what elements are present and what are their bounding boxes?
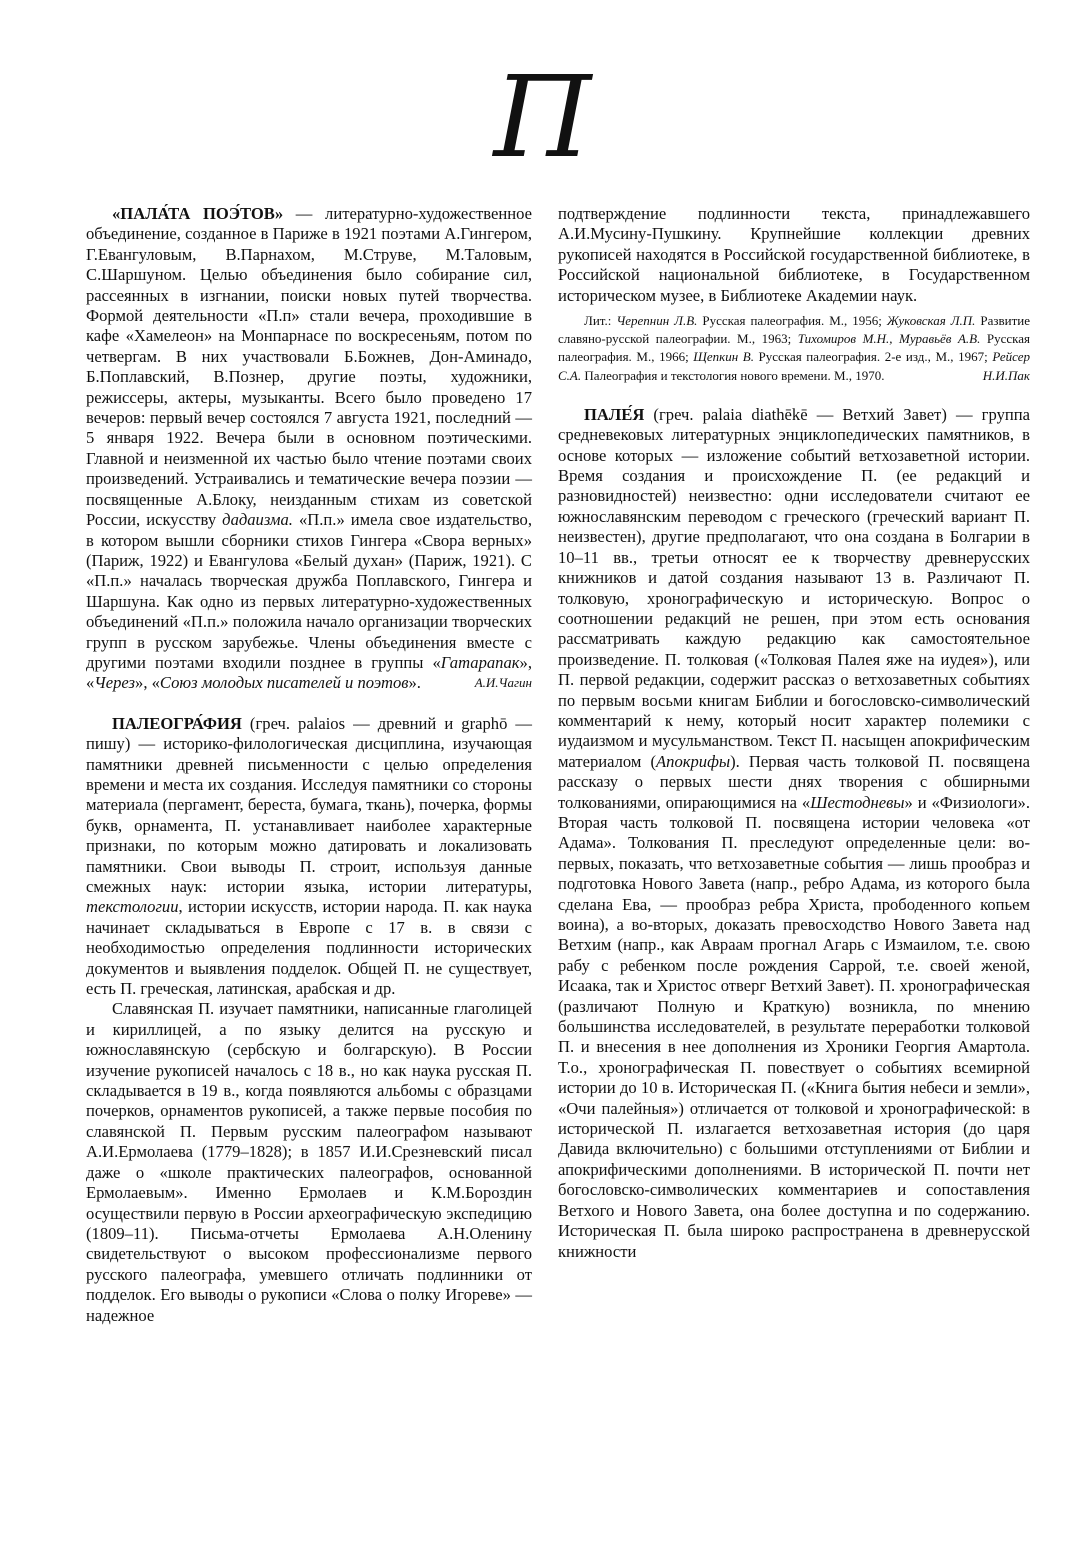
literature-author: Жуковская Л.П. (886, 313, 976, 329)
entry-text: », « (86, 652, 532, 693)
cross-reference: Апокрифы (656, 751, 731, 771)
literature-title: Русская палеография. М., 1956; (697, 313, 887, 329)
cross-reference: дадаизма. (222, 510, 293, 530)
cross-reference: текстологии (86, 897, 179, 917)
literature-title: Русская палеография. 2-е изд., М., 1967; (753, 349, 993, 365)
entry-text: — литературно-художественное объединение, созданное в Париже в 1921 поэтами А.Гингером, Г.Евангуловым, В.Парнахом, М.Струве, М.Таловым, С.Шаршуном. Целью объединения было собирание сил, рассеянных в изгнании, поиски новых путей творчества. Формой деятельности «П.п» стали вечера, проходившие в кафе «Хамелеон» на Монпарнасе по воскресеньям, потом по четвергам. В них участвовали Б.Божнев, Дон-Аминадо, Б.Поплавский, В.Познер, другие поэты, художники, режиссеры, актеры, музыканты. Всего было проведено 17 вечеров: первый вечер состоялся 7 августа 1921, последний — 5 января 1922. Вечера были в основном поэтическими. Главной и неизменной их частью было чтение поэтами своих произведений. Устраивались и тематические вечера поэзии — посвященные А.Блоку, неизданным стихам из советской России, искусству (86, 204, 533, 530)
literature-author: Черепнин Л.В. (616, 313, 698, 329)
entry-text: ». (408, 673, 421, 693)
cross-reference: Шестодневы (810, 792, 905, 812)
literature-author: Щепкин В. (693, 349, 754, 365)
entry-text: , истории искусств, истории народа. П. как наука начинает складываться в Европе с 17 в. в связи с необходимостью определения подлинности исторических документов и выявления подделок. Общей П. не существует, есть П. греческая, латинская, арабская и др. (86, 897, 532, 999)
section-letter: П (493, 53, 592, 183)
entry-paleografiya-continuation: подтверждение подлинности текста, принадлежавшего А.И.Мусину-Пушкину. Крупнейшие коллекции древних рукописей находятся в Российской государственной библиотеке, в Российской национальной библиотеке, в Государственном историческом музее, в Библиотеке Академии наук. (558, 204, 1030, 305)
entry-text: » и «Физиологи». Вторая часть толковой П. посвящена истории человека «от Адама». Толкования П. преследуют определенные цели: во-первых, показать, что ветхозаветные события — лишь прообраз и подготовка Нового Завета (напр., ребро Адама, из которого была сделана Ева, — прообраз ребра Христа, прободенного копьем воина), а во-вторых, доказать превосходство Нового Завета над Ветхим (напр., как Авраам прогнал Агарь с Измаилом, т.е. свою рабу с ребенком после рождения Саррой, т.е. своей женой, Исаака, так и Христос отверг Ветхий Завет). П. хронографическая (различают Полную и Краткую) возникла, по мнению большинства исследователей, в результате переработки толковой П. и внесения в нее дополнения из Хроники Георгия Амартола. Т.о., хронографическая П. повествует о событиях всемирной истории до 10 в. Историческая П. («Книга бытия небеси и земли», «Очи палейныя») отличается от толковой и хронографической: в исторической П. излагается ветхозаветная история (до царя Давида включительно) с большими отступлениями от Библии и апокрифическими дополнениями. В исторической П. почти нет богословско-символических комментариев и сопоставления Ветхого и Нового Завета, она более доступна и по содержанию. Историческая П. была широко распространена в древнерусской книжности (558, 792, 1030, 1261)
literature-author: Тихомиров М.Н., Муравьёв А.В. (797, 331, 981, 347)
headword: ПАЛЕОГРА́ФИЯ (112, 713, 242, 733)
literature-author: Рейсер С.А. (558, 349, 1030, 383)
entry-text: (греч. palaios — древний и graphō — пишу) — историко-филологическая дисциплина, изучающая памятники древней письменности с целью определения времени и места их создания. Исследуя памятники со стороны материала (пергамент, береста, бумага, ткань), почерка, формы букв, орнамента, П. устанавливает наиболее характерные признаки, по которым можно датировать и локализовать памятники. Свои выводы П. строит, используя данные смежных наук: истории языка, истории литературы, (86, 713, 532, 896)
cross-reference: Гатарапак (440, 652, 520, 672)
entry-text: «П.п.» имела свое издательство, в котором вышли сборники стихов Гингера «Свора верных» (Париж, 1922) и Евангулова «Белый духан» (Париж, 1921). С «П.п.» началась творческая дружба Поплавского, Гингера и Шаршуна. Как одно из первых литературно-художественных объединений «П.п.» положила начало организации творческих групп в русском зарубежье. Члены объединения вместе с другими поэтами входили позднее в группы « (86, 510, 532, 672)
headword: ПАЛЕ́Я (584, 404, 645, 424)
entry-paleografiya-paragraph: Славянская П. изучает памятники, написанные глаголицей и кириллицей, а по языку делится на русскую и южнославянскую (сербскую и болгарскую). В России изучение рукописей началось с 18 в., но как наука русская П. складывается в 19 в., когда появляются альбомы с образцами почерков, орнаментов рукописей, а также первые пособия по славянской П. Первым русским палеографом называют А.И.Ермолаева (1779–1828); в 1857 И.И.Срезневский писал даже о «школе практических палеографов, основанной Ермолаевым». Именно Ермолаев и К.М.Бороздин осуществили первую в России археографическую экспедицию (1809–11). Письма-отчеты Ермолаева А.Н.Оленину свидетельствуют о высоком профессионализме первого русского палеографа, умевшего отличать подлинники от подделок. Его выводы о рукописи «Слова о полку Игореве» — надежное (86, 999, 532, 1325)
literature-list (558, 312, 1030, 385)
literature-title: Развитие славяно-русской палеографии. М., 1963; (558, 313, 1031, 347)
entry-text: ). Первая часть толковой П. посвящена рассказу о первых шести днях творения с обширными толкованиями, опирающимися на « (558, 751, 1030, 812)
author-signature: А.И.Чагин (474, 675, 532, 691)
right-column (558, 204, 1030, 1262)
literature-title: Палеография и текстология нового времени. М., 1970. (581, 367, 885, 383)
left-column (86, 204, 532, 1326)
literature-title: Русская палеография. М., 1966; (558, 331, 1030, 365)
entry-palata-poetov (86, 204, 532, 694)
literature-label: Лит.: (584, 313, 617, 329)
author-signature: Н.И.Пак (982, 367, 1030, 383)
entry-paleografiya (86, 714, 532, 1000)
entry-paleya (558, 405, 1030, 1262)
entry-text: », « (135, 673, 160, 693)
headword: «ПАЛА́ТА ПОЭ́ТОВ» (112, 204, 284, 223)
cross-reference: Союз молодых писателей и поэтов (159, 673, 409, 693)
entry-text: (греч. palaia diathēkē — Ветхий Завет) — группа средневековых литературных энциклопедических памятников, в основе которых — изложение событий ветхозаветной истории. Время создания и происхождение П. (ее редакций и разновидностей) неизвестно: одни исследователи считают ее южнославянским переводом с греческого (греческий вариант П. неизвестен), другие предполагают, что она создана в Болгарии в 10–11 вв., третьи относят ее к творчеству древнерусских книжников и датой создания называют 13 в. Различают П. толковую, хронографическую и историческую. Вопрос о соотношении редакций не решен, при этом есть основания рассматривать каждую редакцию как самостоятельное произведение. П. толковая («Толковая Палея яже на иудея»), или П. первой редакции, содержит рассказ о ветхозаветных событиях по первым восьми книгам Библии и богословско-символический комментарий к нему, который носит характер полемики с иудаизмом и мусульманством. Текст П. насыщен апокрифическим материалом ( (558, 404, 1030, 771)
cross-reference: Через (94, 673, 136, 693)
